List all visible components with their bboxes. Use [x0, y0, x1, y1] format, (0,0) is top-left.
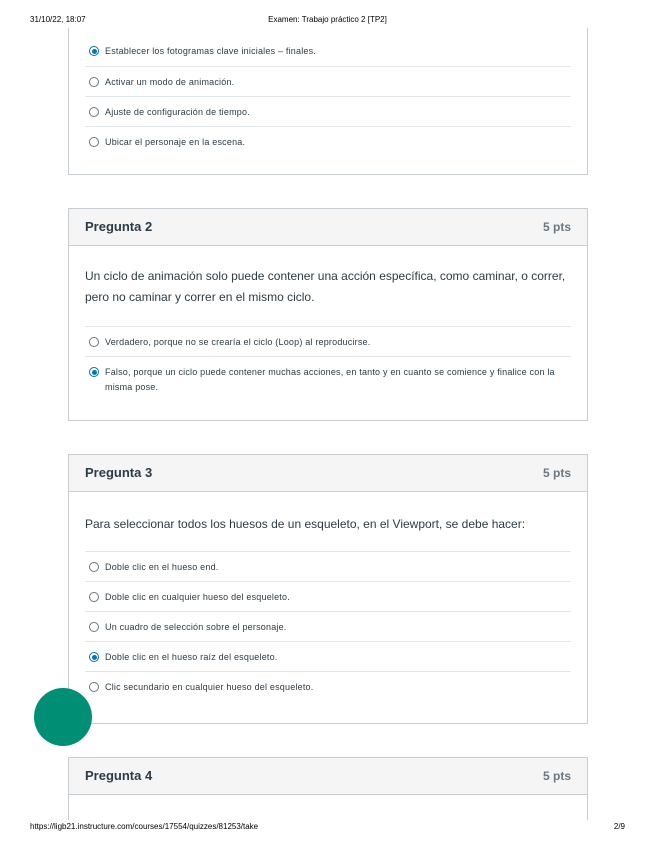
radio-empty-icon[interactable] [89, 592, 99, 602]
question-3-card [68, 454, 588, 724]
answer-label: Doble clic en cualquier hueso del esqueleto. [105, 592, 290, 602]
answer-option[interactable] [85, 551, 571, 581]
answer-option[interactable] [85, 356, 571, 401]
answer-label: Un cuadro de selección sobre el personaje. [105, 622, 287, 632]
question-title: Pregunta 4 [85, 768, 153, 783]
radio-empty-icon[interactable] [89, 77, 99, 87]
answer-option[interactable] [85, 671, 571, 701]
print-date: 31/10/22, 18:07 [30, 15, 86, 24]
answer-option[interactable] [85, 96, 571, 126]
radio-empty-icon[interactable] [89, 622, 99, 632]
question-1-card [68, 28, 588, 175]
question-text: Para seleccionar todos los huesos de un esqueleto, en el Viewport, se debe hacer: [85, 517, 526, 531]
radio-selected-icon[interactable] [89, 652, 99, 662]
answer-label: Ubicar el personaje en la escena. [105, 137, 246, 147]
radio-selected-icon[interactable] [89, 367, 99, 377]
question-header [69, 758, 587, 795]
radio-empty-icon[interactable] [89, 562, 99, 572]
question-header [69, 455, 587, 492]
answer-option[interactable] [85, 126, 571, 156]
question-points: 5 pts [542, 220, 571, 234]
question-title: Pregunta 2 [85, 219, 153, 234]
question-2-answers [85, 326, 571, 401]
answer-label: Activar un modo de animación. [105, 77, 235, 87]
answer-option[interactable] [85, 581, 571, 611]
question-3-answers [85, 551, 571, 701]
question-points: 5 pts [542, 466, 571, 480]
answer-label: Establecer los fotogramas clave iniciales – finales. [105, 46, 316, 56]
radio-empty-icon[interactable] [89, 337, 99, 347]
answer-option[interactable] [85, 36, 571, 66]
print-title: Examen: Trabajo práctico 2 [TP2] [268, 15, 387, 24]
floating-action-button[interactable] [34, 688, 92, 746]
answer-option[interactable] [85, 641, 571, 671]
print-header [30, 15, 625, 27]
answer-label: Falso, porque un ciclo puede contener muchas acciones, en tanto y en cuanto se comience y finalice con la misma pose. [105, 367, 555, 392]
question-header [69, 209, 587, 246]
answer-label: Ajuste de configuración de tiempo. [105, 107, 250, 117]
question-title: Pregunta 3 [85, 465, 153, 480]
print-url: https://ligb21.instructure.com/courses/17554/quizzes/81253/take [30, 822, 259, 831]
answer-label: Clic secundario en cualquier hueso del esqueleto. [105, 682, 314, 692]
radio-empty-icon[interactable] [89, 682, 99, 692]
radio-empty-icon[interactable] [89, 137, 99, 147]
radio-selected-icon[interactable] [89, 46, 99, 56]
question-1-answers [85, 36, 571, 156]
print-page-number: 2/9 [613, 822, 625, 831]
answer-option[interactable] [85, 326, 571, 356]
answer-option[interactable] [85, 611, 571, 641]
answer-label: Doble clic en el hueso raíz del esqueleto. [105, 652, 278, 662]
answer-option[interactable] [85, 66, 571, 96]
question-4-card [68, 757, 588, 820]
print-footer [30, 822, 625, 834]
question-points: 5 pts [542, 769, 571, 783]
question-2-card [68, 208, 588, 421]
answer-label: Verdadero, porque no se crearía el ciclo (Loop) al reproducirse. [105, 337, 371, 347]
radio-empty-icon[interactable] [89, 107, 99, 117]
answer-label: Doble clic en el hueso end. [105, 562, 219, 572]
question-text: Un ciclo de animación solo puede contener una acción específica, como caminar, o correr, pero no caminar y correr en el mismo ciclo. [85, 269, 566, 304]
